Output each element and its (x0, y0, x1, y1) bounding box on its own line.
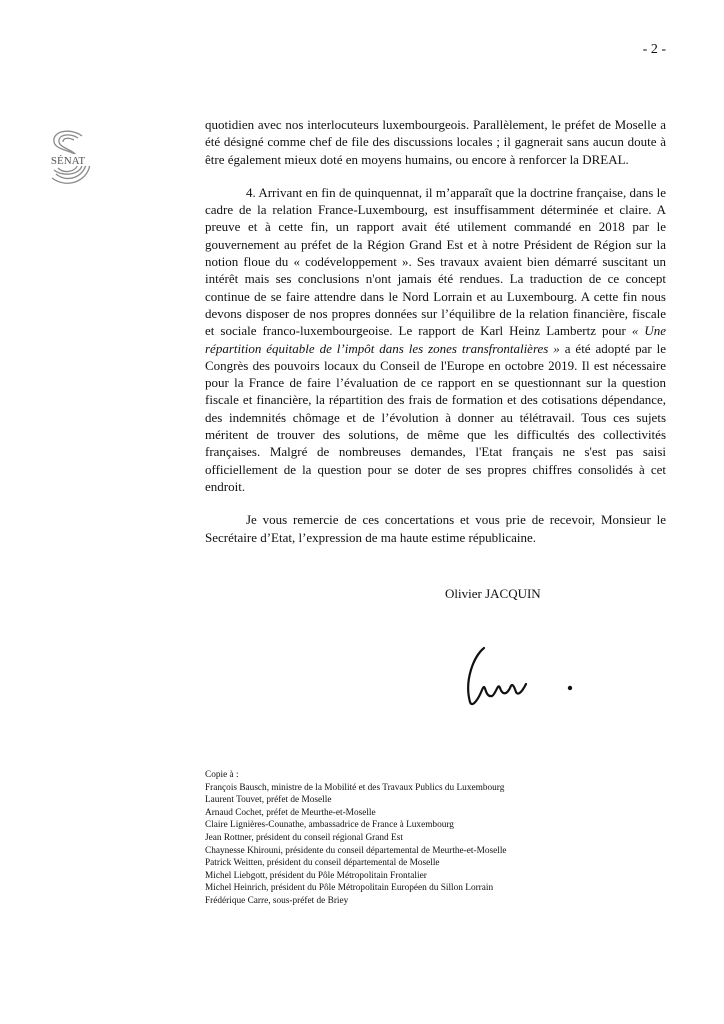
svg-text:SÉNAT: SÉNAT (50, 155, 86, 167)
copy-recipient: Laurent Touvet, préfet de Moselle (205, 795, 332, 806)
copy-recipient: Michel Heinrich, président du Pôle Métropolitain Européen du Sillon Lorrain (205, 883, 494, 894)
copy-recipient: Michel Liebgott, président du Pôle Métropolitain Frontalier (205, 870, 427, 881)
paragraph-continuation: quotidien avec nos interlocuteurs luxembourgeois. Parallèlement, le préfet de Moselle a été désigné comme chef de file des discussions locales ; il gagnerait sans aucun doute à être également mieux doté en moyens humains, ou encore à renforcer la DREAL. (205, 117, 666, 167)
paragraph-point-4 (205, 184, 666, 495)
copy-recipient: Frédérique Carre, sous-préfet de Briey (205, 895, 349, 906)
paragraph-point-4-part-a: 4. Arrivant en fin de quinquennat, il m’apparaît que la doctrine française, dans le cadre de la relation France-Luxembourg, est insuffisamment déterminée et claire. A preuve et à cette fin, un rapport avait été utilement commandé en 2018 par le gouvernement au préfet de la Région Grand Est et à notre Président de Région sur la notion floue du « codéveloppement ». Ses travaux avaient bien démarré suscitant un intérêt mais ses conclusions n'ont jamais été rendues. La traduction de ce concept continue de se faire attendre dans le Nord Lorrain et au Luxembourg. A cette fin nous devons disposer de nos propres données sur l’équilibre de la relation financière, fiscale et sociale franco-luxembourgeoise. Le rapport de Karl Heinz Lambertz pour (205, 184, 666, 339)
closing-paragraph: Je vous remercie de ces concertations et vous prie de recevoir, Monsieur le Secrétaire d’Etat, l’expression de ma haute estime républicaine. (205, 512, 666, 545)
report-title: « Une répartition équitable de l’impôt dans les zones transfrontalières » (205, 323, 667, 356)
copy-recipient: Jean Rottner, président du conseil régional Grand Est (205, 832, 403, 843)
copy-recipient: Patrick Weitten, président du conseil départemental de Moselle (205, 858, 440, 869)
copy-recipient: Chaynesse Khirouni, présidente du conseil départemental de Meurthe-et-Moselle (205, 845, 507, 856)
copy-recipient: Arnaud Cochet, préfet de Meurthe-et-Moselle (205, 807, 376, 818)
letter-body (205, 116, 666, 546)
copy-recipient: François Bausch, ministre de la Mobilité et des Travaux Publics du Luxembourg (205, 782, 505, 793)
signatory-name: Olivier JACQUIN (445, 586, 541, 601)
page-number: - 2 - (642, 42, 666, 57)
senat-logo-icon (42, 128, 94, 190)
copies-heading: Copie à : (205, 770, 239, 780)
copies-list (205, 769, 507, 908)
paragraph-point-4-part-b: a été adopté par le Congrès des pouvoirs locaux du Conseil de l'Europe en octobre 2019. Il est nécessaire pour la France de faire l’évaluation de ce rapport en se questionnant sur la question fiscale et financière, la répartition des frais de formation et des cotisations dépendance, des indemnités chômage et de l’évolution à donner au télétravail. Tous ces sujets méritent de trouver des solutions, de même que les difficultés des collectivités françaises. Malgré de nombreuses demandes, l'Etat français ne s'est pas saisi officiellement de la question pour se doter de ses propres chiffres consolidés à cet endroit. (205, 340, 666, 494)
copy-recipient: Claire Lignières-Counathe, ambassadrice de France à Luxembourg (205, 820, 454, 831)
handwritten-signature (456, 636, 586, 716)
